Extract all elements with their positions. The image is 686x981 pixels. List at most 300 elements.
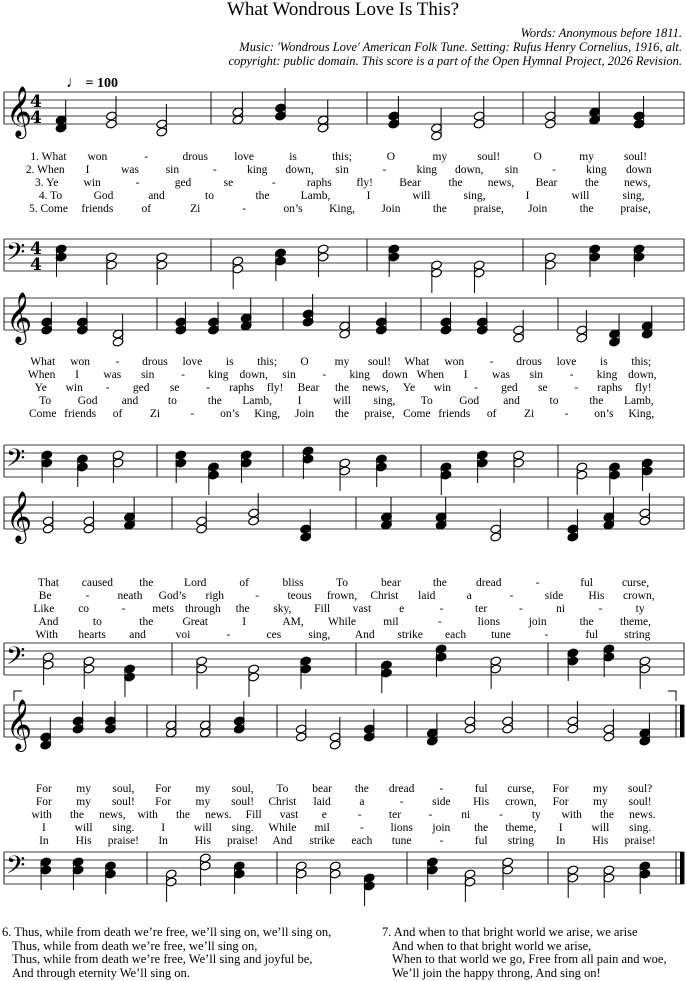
lyric-syllable: with (137, 809, 158, 821)
lyric-syllable: was (121, 164, 139, 176)
lyric-syllable: of (112, 408, 123, 420)
lyric-syllable: I (242, 616, 247, 628)
time-signature-top: 4 (30, 239, 42, 259)
lyric-syllable: was (492, 369, 510, 381)
lyric-syllable: laid (418, 590, 436, 602)
lyric-syllable: frown, (326, 590, 358, 602)
lyric-syllable: Bear (297, 382, 320, 394)
lyric-syllable: - (255, 590, 260, 602)
lyric-syllable: down (626, 164, 652, 176)
lyric-syllable: the (589, 395, 604, 407)
lyric-syllable: drous (516, 356, 542, 368)
lyric-syllable: king (586, 164, 607, 176)
lyric-syllable: Zi (190, 203, 201, 215)
lyric-syllable: sin (504, 164, 519, 176)
lyric-syllable: - (552, 164, 556, 176)
lyric-syllable: my (334, 356, 350, 368)
lyric-syllable: - (569, 369, 574, 381)
lyric-syllable: - (212, 164, 217, 176)
lyric-syllable: For (35, 783, 52, 795)
lyric-syllable: ty (531, 809, 541, 821)
lyric-syllable: God’s (158, 590, 187, 602)
lyric-syllable: the (334, 382, 350, 394)
lyric-syllable: win (83, 177, 101, 189)
lyric-syllable: news. (205, 809, 232, 821)
lyric-syllable: King, (628, 408, 655, 420)
lyric-syllable: will (74, 822, 93, 834)
lyric-syllable: king (246, 164, 268, 176)
lyric-syllable: drous (182, 151, 209, 163)
lyric-syllable: ged (132, 382, 150, 394)
lyric-syllable: theme, (505, 822, 537, 834)
lyric-syllable: - (535, 577, 540, 589)
lyric-syllable: ful (474, 783, 488, 795)
lyric-syllable: win (433, 382, 452, 394)
lyric-syllable: I (75, 369, 79, 381)
lyric-syllable: raphs (229, 382, 255, 394)
lyric-syllable: soul! (624, 151, 648, 163)
lyric-syllable: 3. Ye (35, 177, 59, 189)
lyric-syllable: God (93, 190, 114, 202)
lyric-syllable: 4. To (38, 190, 63, 202)
lyric-syllable: Lord (184, 577, 207, 589)
lyric-syllable: sing. (231, 822, 254, 834)
lyric-syllable: se (223, 177, 234, 189)
lyric-syllable: sing. (629, 822, 652, 834)
lyric-syllable: won (87, 151, 108, 163)
lyric-syllable: each (351, 835, 373, 847)
verse-6 (2, 926, 331, 980)
lyric-syllable: friends (438, 408, 471, 420)
lyric-syllable: sin (165, 164, 180, 176)
bracket-end (668, 691, 676, 701)
bass-clef-icon: 𝄢 (6, 238, 26, 273)
lyric-syllable: ful (474, 835, 488, 847)
lyric-syllable: praise, (364, 408, 395, 420)
lyric-syllable: - (428, 809, 433, 821)
lyric-syllable: down, (454, 164, 484, 176)
lyric-syllable: dread (388, 783, 415, 795)
lyric-syllable: God (459, 395, 480, 407)
lyric-syllable: Christ (370, 590, 399, 602)
lyric-syllable: Come (28, 408, 57, 420)
lyric-syllable: Great (182, 616, 209, 628)
lyric-syllable: - (489, 356, 494, 368)
lyric-syllable: - (226, 629, 231, 641)
lyric-syllable: co (78, 603, 90, 615)
lyric-syllable: the (584, 177, 599, 189)
lyric-syllable: His (473, 796, 490, 808)
treble-clef-icon: 𝄞 (6, 86, 33, 137)
lyric-syllable: the (334, 408, 350, 420)
lyric-syllable: sing, (622, 190, 645, 202)
lyric-syllable: sin (282, 369, 296, 381)
lyric-syllable: is (225, 356, 234, 368)
lyric-syllable: - (437, 616, 442, 628)
lyric-syllable: the (432, 203, 447, 215)
lyric-syllable: and (121, 395, 139, 407)
lyric-syllable: Fill (245, 809, 262, 821)
lyric-syllable: His (588, 590, 605, 602)
lyric-syllable: Fill (314, 603, 331, 615)
lyric-syllable: this; (332, 151, 352, 163)
lyric-syllable: And (272, 835, 293, 847)
lyric-syllable: fly! (356, 177, 374, 189)
lyric-syllable: won (70, 356, 91, 368)
lyric-syllable: - (439, 603, 444, 615)
bass-clef-icon: 𝄢 (6, 444, 26, 479)
lyric-syllable: In (158, 835, 168, 847)
lyric-syllable: 1. What (30, 151, 67, 163)
lyric-syllable: and (129, 629, 146, 641)
lyric-syllable: drous (142, 356, 168, 368)
lyric-syllable: fly! (266, 382, 284, 394)
lyric-syllable: my (432, 151, 448, 163)
lyric-syllable: love (234, 151, 255, 163)
lyric-syllable: news, (362, 382, 389, 394)
verse-7-line: When to that world we go, Free from all pain and woe, (392, 952, 667, 966)
lyric-syllable: is (289, 151, 297, 163)
lyric-syllable: hearts (78, 629, 106, 641)
lyric-syllable: sing, (373, 395, 396, 407)
lyric-syllable: For (552, 796, 569, 808)
lyric-syllable: neath (117, 590, 143, 602)
lyric-syllable: In (555, 835, 566, 847)
lyric-syllable: news, (487, 177, 515, 189)
lyric-syllable: sing. (112, 822, 135, 834)
lyric-syllable: friends (81, 203, 114, 215)
lyric-syllable: soul, (112, 783, 135, 795)
verse-6-line: Thus, while from death we’re free, we’ll sing on, (12, 938, 258, 953)
lyric-syllable: will (571, 190, 590, 202)
lyric-syllable: ged (501, 382, 518, 394)
lyric-syllable: king (596, 369, 618, 381)
lyric-syllable: and (148, 190, 165, 202)
lyric-syllable: the (354, 783, 369, 795)
lyric-syllable: soul? (627, 783, 653, 795)
lyric-syllable: - (359, 822, 364, 834)
lyric-syllable: win (65, 382, 83, 394)
lyric-syllable: To (276, 783, 289, 795)
lyric-syllable: - (322, 369, 327, 381)
lyric-syllable: soul! (367, 356, 391, 368)
lyric-syllable: strike (309, 835, 335, 847)
lyric-syllable: crown, (622, 590, 655, 602)
lyric-syllable: - (190, 408, 195, 420)
lyric-syllable: lions (477, 616, 500, 628)
lyric-syllable: God (77, 395, 98, 407)
lyric-syllable: bear (381, 577, 401, 589)
lyric-syllable: string (624, 629, 651, 641)
lyric-syllable: - (181, 369, 185, 381)
lyric-syllable: - (121, 603, 126, 615)
lyric-syllable: - (439, 835, 444, 847)
lyric-syllable: ni (556, 603, 566, 615)
lyric-syllable: on’s (283, 203, 303, 215)
lyric-syllable: the (175, 809, 191, 821)
lyric-syllable: Join (295, 408, 315, 420)
lyric-syllable: se (538, 382, 548, 394)
lyric-syllable: I (525, 190, 530, 202)
lyric-syllable: To (420, 395, 433, 407)
lyric-syllable: soul! (628, 796, 652, 808)
lyric-syllable: news, (624, 177, 651, 189)
lyric-syllable: ful (585, 629, 599, 641)
lyric-syllable: - (564, 408, 569, 420)
lyric-syllable: To (336, 577, 348, 589)
lyric-syllable: raphs (597, 382, 623, 394)
lyric-syllable: Bear (535, 177, 558, 189)
lyric-syllable: fly! (634, 382, 652, 394)
verse-7-line: We’ll join the happy throng, And sing on! (392, 965, 601, 980)
lyric-syllable: sin (529, 369, 544, 381)
lyric-syllable: my (593, 796, 608, 808)
lyric-syllable: sky, (273, 603, 292, 615)
lyric-syllable: news. (629, 809, 656, 821)
lyric-syllable: voi (175, 629, 191, 641)
treble-clef-icon: 𝄞 (6, 292, 33, 343)
lyric-syllable: caused (81, 577, 114, 589)
lyric-syllable: the (448, 177, 463, 189)
lyric-syllable: ged (174, 177, 192, 189)
lyric-syllable: to (92, 616, 102, 628)
lyric-syllable: - (271, 177, 276, 189)
lyric-syllable: I (161, 822, 166, 834)
final-bar-line (680, 852, 684, 884)
lyric-syllable: friends (64, 408, 97, 420)
lyric-syllable: ful (580, 577, 594, 589)
lyric-syllable: - (135, 177, 140, 189)
lyric-syllable: down (382, 369, 408, 381)
lyric-syllable: each (445, 629, 467, 641)
lyric-syllable: and (503, 395, 520, 407)
lyric-syllable: a (466, 590, 472, 602)
lyric-syllable: Lamb, (242, 395, 273, 407)
lyric-syllable: When (416, 369, 445, 381)
lyric-syllable: - (242, 203, 247, 215)
lyric-syllable: join (528, 616, 547, 628)
music-credit: Music: 'Wondrous Love' American Folk Tune. Setting: Rufus Henry Cornelius, 1916, alt. (239, 40, 682, 54)
lyric-syllable: Christ (268, 796, 297, 808)
lyric-syllable: curse, (621, 577, 650, 589)
lyric-syllable: O (533, 151, 542, 163)
lyric-syllable: praise! (107, 835, 140, 847)
lyric-syllable: vast (279, 809, 299, 821)
verse-6-line: Thus, while from death we’re free, We’ll sing and joyful be, (12, 952, 313, 966)
lyric-syllable: Lamb, (300, 190, 331, 202)
lyric-syllable: With (35, 629, 58, 641)
lyric-syllable: dread (475, 577, 502, 589)
lyric-syllable: 5. Come (28, 203, 68, 215)
lyric-syllable: the (235, 603, 250, 615)
lyric-syllable: - (518, 603, 523, 615)
lyric-syllable: When (27, 369, 56, 381)
lyric-syllable: ter (475, 603, 488, 615)
lyric-syllable: And (354, 629, 375, 641)
lyric-syllable: the (579, 616, 594, 628)
lyric-syllable: Like (33, 603, 55, 615)
lyric-syllable: with (31, 809, 52, 821)
lyric-syllable: And (38, 616, 59, 628)
lyric-syllable: - (144, 151, 149, 163)
lyric-syllable: to (205, 190, 214, 202)
time-signature-bottom: 4 (30, 255, 42, 275)
lyric-syllable: of (239, 577, 249, 589)
lyric-syllable: theme, (620, 616, 652, 628)
lyric-syllable: Come (403, 408, 431, 420)
lyric-syllable: string (507, 835, 534, 847)
lyric-syllable: For (35, 796, 52, 808)
lyric-syllable: While (327, 616, 357, 628)
lyric-syllable: praise! (226, 835, 259, 847)
lyric-syllable: O (386, 151, 396, 163)
lyric-syllable: sing, (308, 629, 331, 641)
lyric-syllable: His (194, 835, 211, 847)
lyric-syllable: love (182, 356, 203, 368)
lyric-syllable: will (591, 822, 610, 834)
lyric-syllable: 2. When (25, 164, 65, 176)
lyric-syllable: - (115, 356, 120, 368)
lyric-syllable: I (558, 822, 563, 834)
lyric-syllable: - (544, 629, 549, 641)
lyric-syllable: my (195, 796, 211, 808)
lyric-syllable: my (76, 796, 91, 808)
lyric-syllable: sin (335, 164, 349, 176)
lyric-syllable: I (41, 822, 46, 834)
lyric-syllable: curse, (507, 783, 535, 795)
lyric-syllable: down, (628, 369, 657, 381)
lyric-syllable: soul, (231, 783, 254, 795)
lyric-syllable: through (184, 603, 221, 615)
lyric-syllable: this; (257, 356, 278, 368)
bass-clef-icon: 𝄢 (6, 642, 26, 677)
lyric-syllable: my (579, 151, 594, 163)
lyric-syllable: - (357, 809, 362, 821)
lyric-syllable: Ye (34, 382, 47, 394)
lyric-syllable: King, (329, 203, 355, 215)
lyric-syllable: For (155, 796, 172, 808)
lyric-syllable: What (30, 356, 56, 368)
lyric-syllable: His (592, 835, 609, 847)
lyric-syllable: with (561, 809, 582, 821)
lyric-syllable: praise! (624, 835, 656, 847)
lyric-syllable: In (39, 835, 49, 847)
lyric-syllable: the (139, 616, 154, 628)
lyric-syllable: king (416, 164, 438, 176)
lyric-syllable: down, (239, 369, 268, 381)
hymn-title: What Wondrous Love Is This? (226, 0, 460, 20)
lyric-syllable: His (75, 835, 92, 847)
lyric-syllable: down, (285, 164, 314, 176)
bass-clef-icon: 𝄢 (6, 851, 26, 886)
lyric-syllable: bliss (282, 577, 304, 589)
verse-7-line: 7. And when to that bright world we arise, we arise (382, 925, 638, 939)
verse-7-line: And when to that bright world we arise, (392, 938, 592, 953)
lyric-syllable: praise, (473, 203, 504, 215)
lyric-syllable: I (85, 164, 90, 176)
tempo-value: = 100 (85, 76, 118, 91)
lyric-syllable: the (432, 577, 447, 589)
lyric-syllable: - (439, 783, 444, 795)
lyric-syllable: I (297, 395, 302, 407)
lyric-syllable: King, (254, 408, 281, 420)
lyric-syllable: crown, (505, 796, 537, 808)
lyric-syllable: Zi (523, 408, 535, 420)
lyric-syllable: - (382, 164, 387, 176)
lyric-syllable: love (556, 356, 577, 368)
lyric-syllable: Lamb, (623, 395, 654, 407)
lyric-syllable: was (103, 369, 122, 381)
lyric-syllable: is (600, 356, 608, 368)
lyric-syllable: on’s (220, 408, 240, 420)
lyric-syllable: of (486, 408, 497, 420)
lyric-syllable: mets (152, 603, 174, 615)
lyric-syllable: my (593, 783, 608, 795)
lyric-syllable: ces (266, 629, 282, 641)
time-signature-bottom: 4 (30, 108, 42, 128)
lyric-syllable: join (432, 822, 451, 834)
lyric-syllable: teous (287, 590, 312, 602)
lyric-syllable: will (333, 395, 351, 407)
lyric-syllable: I (463, 369, 468, 381)
final-bar-line (680, 705, 684, 737)
lyric-syllable: the (139, 577, 154, 589)
lyric-syllable: the (579, 203, 594, 215)
lyric-syllable: bear (312, 783, 333, 795)
lyric-syllable: side (432, 796, 451, 808)
time-signature-top: 4 (30, 92, 42, 112)
lyric-syllable: of (141, 203, 152, 215)
lyric-syllable: to (549, 395, 559, 407)
lyric-syllable: raphs (306, 177, 332, 189)
lyric-syllable: That (37, 577, 60, 589)
lyric-syllable: the (599, 809, 615, 821)
lyric-syllable: will (193, 822, 212, 834)
lyric-syllable: Be (38, 590, 52, 602)
lyric-syllable: - (509, 590, 514, 602)
lyric-syllable: mil (383, 616, 399, 628)
quarter-note-icon: ♩ (66, 74, 82, 91)
lyric-syllable: the (69, 809, 85, 821)
lyric-syllable: news, (99, 809, 126, 821)
copyright-notice: copyright: public domain. This score is a part of the Open Hymnal Project, 2026 Revision. (228, 54, 682, 68)
lyric-syllable: won (444, 356, 465, 368)
verse-6-line: And through eternity We’ll sing on. (12, 965, 190, 980)
lyric-syllable: lions (390, 822, 413, 834)
lyric-syllable: Bear (399, 177, 422, 189)
verse-7 (382, 926, 667, 980)
lyric-syllable: a (359, 796, 365, 808)
lyric-syllable: soul! (477, 151, 501, 163)
lyric-syllable: Join (528, 203, 548, 215)
lyric-syllable: tune (391, 835, 412, 847)
lyric-syllable: - (399, 796, 404, 808)
words-credit: Words: Anonymous before 1811. (520, 26, 682, 40)
lyric-syllable: e (399, 603, 405, 615)
lyric-syllable: king (349, 369, 370, 381)
lyric-syllable: strike (397, 629, 423, 641)
lyric-syllable: To (39, 395, 52, 407)
treble-clef-icon: 𝄞 (6, 491, 33, 542)
lyric-syllable: this; (631, 356, 652, 368)
lyric-syllable: will (412, 190, 431, 202)
lyric-syllable: - (574, 382, 579, 394)
lyric-syllable: ter (388, 809, 402, 821)
lyric-syllable: laid (313, 796, 331, 808)
lyric-syllable: tune (491, 629, 511, 641)
lyric-syllable: O (300, 356, 309, 368)
lyric-syllable: While (268, 822, 297, 834)
